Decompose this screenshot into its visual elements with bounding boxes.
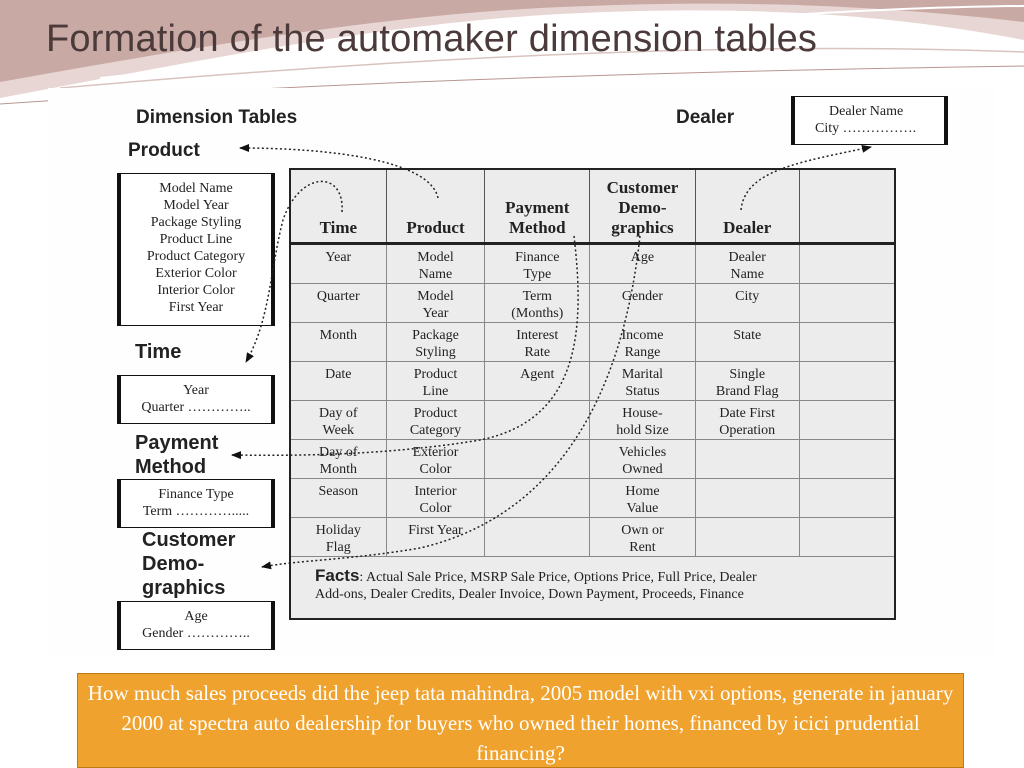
fact-table-cell bbox=[485, 244, 590, 284]
product-dimension-box bbox=[117, 173, 275, 326]
cell-line: Gender bbox=[621, 289, 664, 304]
fact-table-cell bbox=[290, 440, 386, 479]
fact-table-cell bbox=[590, 401, 696, 440]
fact-table-cell bbox=[485, 284, 590, 323]
fact-table-row bbox=[290, 362, 895, 401]
facts-text: : Actual Sale Price, MSRP Sale Price, Options Price, Full Price, Dealer bbox=[359, 570, 757, 585]
cell-line: hold Size bbox=[616, 423, 669, 438]
facts-label: Facts bbox=[315, 566, 360, 585]
cell-line: Rate bbox=[524, 345, 551, 360]
fact-table-cell bbox=[590, 284, 696, 323]
fact-table-cell bbox=[799, 440, 895, 479]
slide-title: Formation of the automaker dimension tables bbox=[46, 18, 818, 60]
payment-method-dimension-box bbox=[117, 479, 275, 528]
cell-line: Quarter bbox=[316, 289, 360, 304]
header-line: Dealer bbox=[723, 218, 772, 237]
cell-line: Marital bbox=[621, 367, 664, 382]
fact-table-cell bbox=[290, 362, 386, 401]
cell-line: Type bbox=[523, 267, 552, 282]
fact-table-header-cell bbox=[290, 169, 386, 244]
fact-table-cell bbox=[695, 518, 799, 557]
cell-line: Day of bbox=[319, 445, 358, 460]
cell-line: Value bbox=[626, 501, 659, 516]
cell-line: Flag bbox=[325, 540, 351, 555]
header-line: Product bbox=[406, 218, 465, 237]
fact-table-cell bbox=[485, 518, 590, 557]
product-box-line: Package Styling bbox=[150, 215, 242, 230]
fact-table-cell bbox=[386, 244, 485, 284]
fact-table-cell bbox=[590, 244, 696, 284]
fact-table-cell bbox=[386, 479, 485, 518]
cell-line: State bbox=[733, 328, 762, 343]
fact-table-cell bbox=[290, 323, 386, 362]
fact-table-cell bbox=[695, 244, 799, 284]
cell-line: Date bbox=[325, 367, 352, 382]
cell-line: Month bbox=[319, 462, 357, 477]
fact-table-cell bbox=[695, 440, 799, 479]
product-box-line: Interior Color bbox=[157, 283, 235, 298]
fact-table-cell bbox=[799, 362, 895, 401]
cell-line: (Months) bbox=[511, 306, 564, 321]
fact-table-header-cell bbox=[485, 169, 590, 244]
dealer-label: Dealer bbox=[676, 107, 735, 128]
question-callout: How much sales proceeds did the jeep tata mahindra, 2005 model with vxi options, generate in january 2000 at spectra auto dealership for buyers who owned their homes, financed by icici prudential financing? bbox=[77, 673, 964, 768]
product-box-line: Product Category bbox=[146, 249, 246, 264]
fact-table-cell bbox=[485, 479, 590, 518]
header-line: Time bbox=[319, 218, 358, 237]
fact-table-header-cell bbox=[799, 169, 895, 244]
cell-line: Line bbox=[422, 384, 449, 399]
cell-line: Season bbox=[318, 484, 359, 499]
cell-line: Home bbox=[625, 484, 660, 499]
product-box-line: Exterior Color bbox=[155, 266, 237, 281]
cell-line: Agent bbox=[520, 367, 555, 382]
dealer-dimension-box bbox=[791, 96, 948, 145]
fact-table-row bbox=[290, 479, 895, 518]
cell-line: Vehicles bbox=[618, 445, 667, 460]
cell-line: Own or bbox=[621, 523, 664, 538]
fact-table-row bbox=[290, 440, 895, 479]
cell-line: City bbox=[735, 289, 760, 304]
cell-line: Model bbox=[417, 250, 454, 265]
cell-line: Product bbox=[413, 406, 458, 421]
fact-table-cell bbox=[799, 479, 895, 518]
facts-row bbox=[290, 557, 895, 619]
cell-line: Day of bbox=[319, 406, 358, 421]
cell-line: Product bbox=[413, 367, 458, 382]
fact-table-cell bbox=[695, 401, 799, 440]
fact-table-cell bbox=[386, 518, 485, 557]
cell-line: Owned bbox=[622, 462, 663, 477]
fact-table-cell bbox=[290, 479, 386, 518]
cell-line: Term bbox=[522, 289, 552, 304]
fact-table-cell bbox=[695, 323, 799, 362]
product-label: Product bbox=[128, 140, 200, 161]
cell-line: Name bbox=[730, 267, 764, 282]
fact-table-cell bbox=[799, 518, 895, 557]
time-box-line: Quarter ………….. bbox=[141, 400, 251, 415]
fact-table bbox=[289, 168, 896, 620]
fact-table-cell bbox=[799, 244, 895, 284]
payment-method-label-1: Payment bbox=[135, 432, 219, 454]
facts-text: Add-ons, Dealer Credits, Dealer Invoice, Down Payment, Proceeds, Finance bbox=[315, 587, 744, 602]
header-line: Payment bbox=[505, 198, 570, 217]
cell-line: Year bbox=[325, 250, 352, 265]
fact-table-cell bbox=[485, 401, 590, 440]
time-dimension-box bbox=[117, 375, 275, 424]
fact-table-cell bbox=[290, 284, 386, 323]
product-box-line: Product Line bbox=[159, 232, 233, 247]
header-line: Demo- bbox=[618, 198, 667, 217]
fact-table-cell bbox=[799, 284, 895, 323]
fact-table-cell bbox=[695, 362, 799, 401]
cell-line: Year bbox=[422, 306, 449, 321]
facts-cell bbox=[290, 557, 895, 619]
header-line: graphics bbox=[611, 218, 674, 237]
fact-table-cell bbox=[590, 518, 696, 557]
fact-table-cell bbox=[386, 284, 485, 323]
dealer-box-line: Dealer Name bbox=[829, 104, 904, 119]
cell-line: Color bbox=[419, 501, 452, 516]
cell-line: Finance bbox=[515, 250, 560, 265]
customer-demographics-dimension-box bbox=[117, 601, 275, 650]
fact-table-cell bbox=[386, 440, 485, 479]
fact-table-cell bbox=[386, 401, 485, 440]
cell-line: Holiday bbox=[315, 523, 361, 538]
fact-table-cell bbox=[485, 323, 590, 362]
cell-line: Brand Flag bbox=[715, 384, 779, 399]
cell-line: Month bbox=[319, 328, 357, 343]
cell-line: Category bbox=[409, 423, 462, 438]
cell-line: First Year bbox=[408, 523, 463, 538]
fact-table-row bbox=[290, 244, 895, 284]
dealer-box-line: City ……………. bbox=[815, 121, 917, 136]
cell-line: Age bbox=[630, 250, 655, 265]
cell-line: Income bbox=[621, 328, 664, 343]
cell-line: House- bbox=[622, 406, 663, 421]
customer-demographics-label-1: Customer bbox=[142, 529, 236, 551]
cell-line: Date First bbox=[719, 406, 775, 421]
cell-line: Rent bbox=[629, 540, 656, 555]
payment-box-line: Finance Type bbox=[158, 487, 234, 502]
fact-table-cell bbox=[290, 244, 386, 284]
payment-box-line: Term …………..... bbox=[142, 504, 250, 519]
product-box-line: First Year bbox=[168, 300, 224, 315]
product-box-line: Model Year bbox=[163, 198, 229, 213]
product-box-line: Model Name bbox=[159, 181, 233, 196]
header-line: Method bbox=[508, 218, 566, 237]
fact-table-cell bbox=[485, 362, 590, 401]
fact-table-row bbox=[290, 323, 895, 362]
fact-table-cell bbox=[386, 362, 485, 401]
customer-demographics-label-2: Demo- bbox=[142, 553, 205, 575]
cell-line: Styling bbox=[415, 345, 456, 360]
fact-table-cell bbox=[290, 401, 386, 440]
fact-table-cell bbox=[695, 479, 799, 518]
cell-line: Interest bbox=[516, 328, 559, 343]
cell-line: Week bbox=[322, 423, 355, 438]
cell-line: Name bbox=[418, 267, 453, 282]
payment-method-label-2: Method bbox=[135, 456, 207, 478]
cell-line: Model bbox=[417, 289, 454, 304]
facts-line bbox=[315, 567, 894, 586]
time-box-line: Year bbox=[183, 383, 209, 398]
cell-line: Dealer bbox=[728, 250, 766, 265]
header-line: Customer bbox=[606, 178, 679, 197]
fact-table-row bbox=[290, 518, 895, 557]
dimension-tables-label: Dimension Tables bbox=[136, 107, 298, 128]
cell-line: Package bbox=[412, 328, 459, 343]
customer-demographics-label-3: graphics bbox=[142, 577, 226, 599]
cell-line: Operation bbox=[719, 423, 776, 438]
fact-table-cell bbox=[799, 401, 895, 440]
cell-line: Color bbox=[419, 462, 452, 477]
fact-table-cell bbox=[590, 440, 696, 479]
fact-table-cell bbox=[695, 284, 799, 323]
cell-line: Exterior bbox=[412, 445, 459, 460]
cell-line: Interior bbox=[414, 484, 457, 499]
fact-table-cell bbox=[590, 479, 696, 518]
fact-table-header-cell bbox=[590, 169, 696, 244]
cell-line: Single bbox=[729, 367, 766, 382]
fact-table-header-row bbox=[290, 169, 895, 244]
fact-table-cell bbox=[799, 323, 895, 362]
fact-table-cell bbox=[485, 440, 590, 479]
fact-table-header-cell bbox=[695, 169, 799, 244]
customer-box-line: Gender ………….. bbox=[142, 626, 250, 641]
fact-table-cell bbox=[290, 518, 386, 557]
fact-table-cell bbox=[590, 323, 696, 362]
fact-table-row bbox=[290, 284, 895, 323]
customer-box-line: Age bbox=[184, 609, 208, 624]
fact-table-cell bbox=[590, 362, 696, 401]
time-label: Time bbox=[135, 341, 182, 363]
cell-line: Range bbox=[624, 345, 661, 360]
fact-table-header-cell bbox=[386, 169, 485, 244]
fact-table-row bbox=[290, 401, 895, 440]
cell-line: Status bbox=[625, 384, 660, 399]
fact-table-cell bbox=[386, 323, 485, 362]
